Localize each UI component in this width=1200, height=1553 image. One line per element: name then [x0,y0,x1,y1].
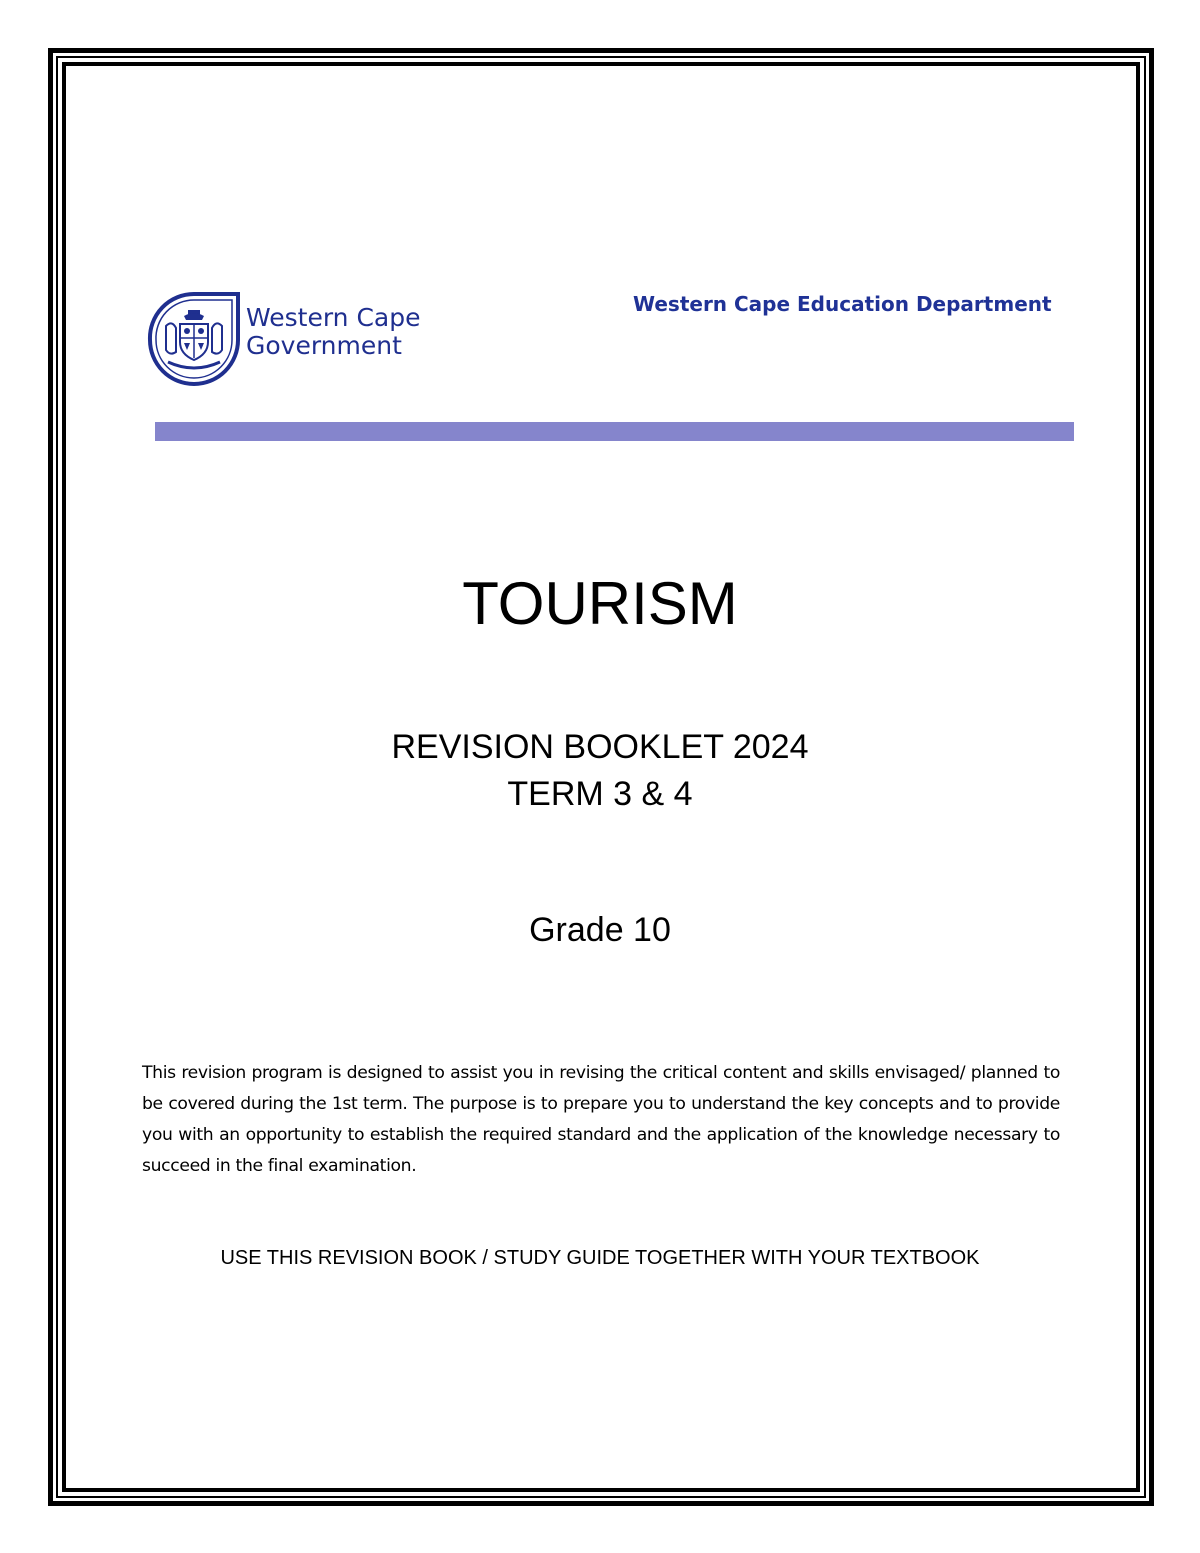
logo-wordmark [246,304,421,360]
grade-label: Grade 10 [529,911,671,949]
logo-line-2: Government [246,331,402,360]
logo-line-1: Western Cape [246,303,421,332]
subject-title: TOURISM [462,570,738,637]
accent-bar [155,422,1074,441]
coat-of-arms-icon [146,290,242,386]
wcg-logo [146,290,456,386]
intro-paragraph: This revision program is designed to assist you in revising the critical content and skills envisaged/ planned to be covered during the 1st term. The purpose is to prepare you to understand the key concepts and to provide you with an opportunity to establish the required standard and the application of the knowledge necessary to succeed in the final examination. [142,1063,1060,1176]
department-name: Western Cape Education Department [633,292,1052,316]
booklet-title: REVISION BOOKLET 2024 [391,728,809,766]
usage-instruction: USE THIS REVISION BOOK / STUDY GUIDE TOGETHER WITH YOUR TEXTBOOK [220,1247,980,1269]
term-label: TERM 3 & 4 [507,775,693,813]
